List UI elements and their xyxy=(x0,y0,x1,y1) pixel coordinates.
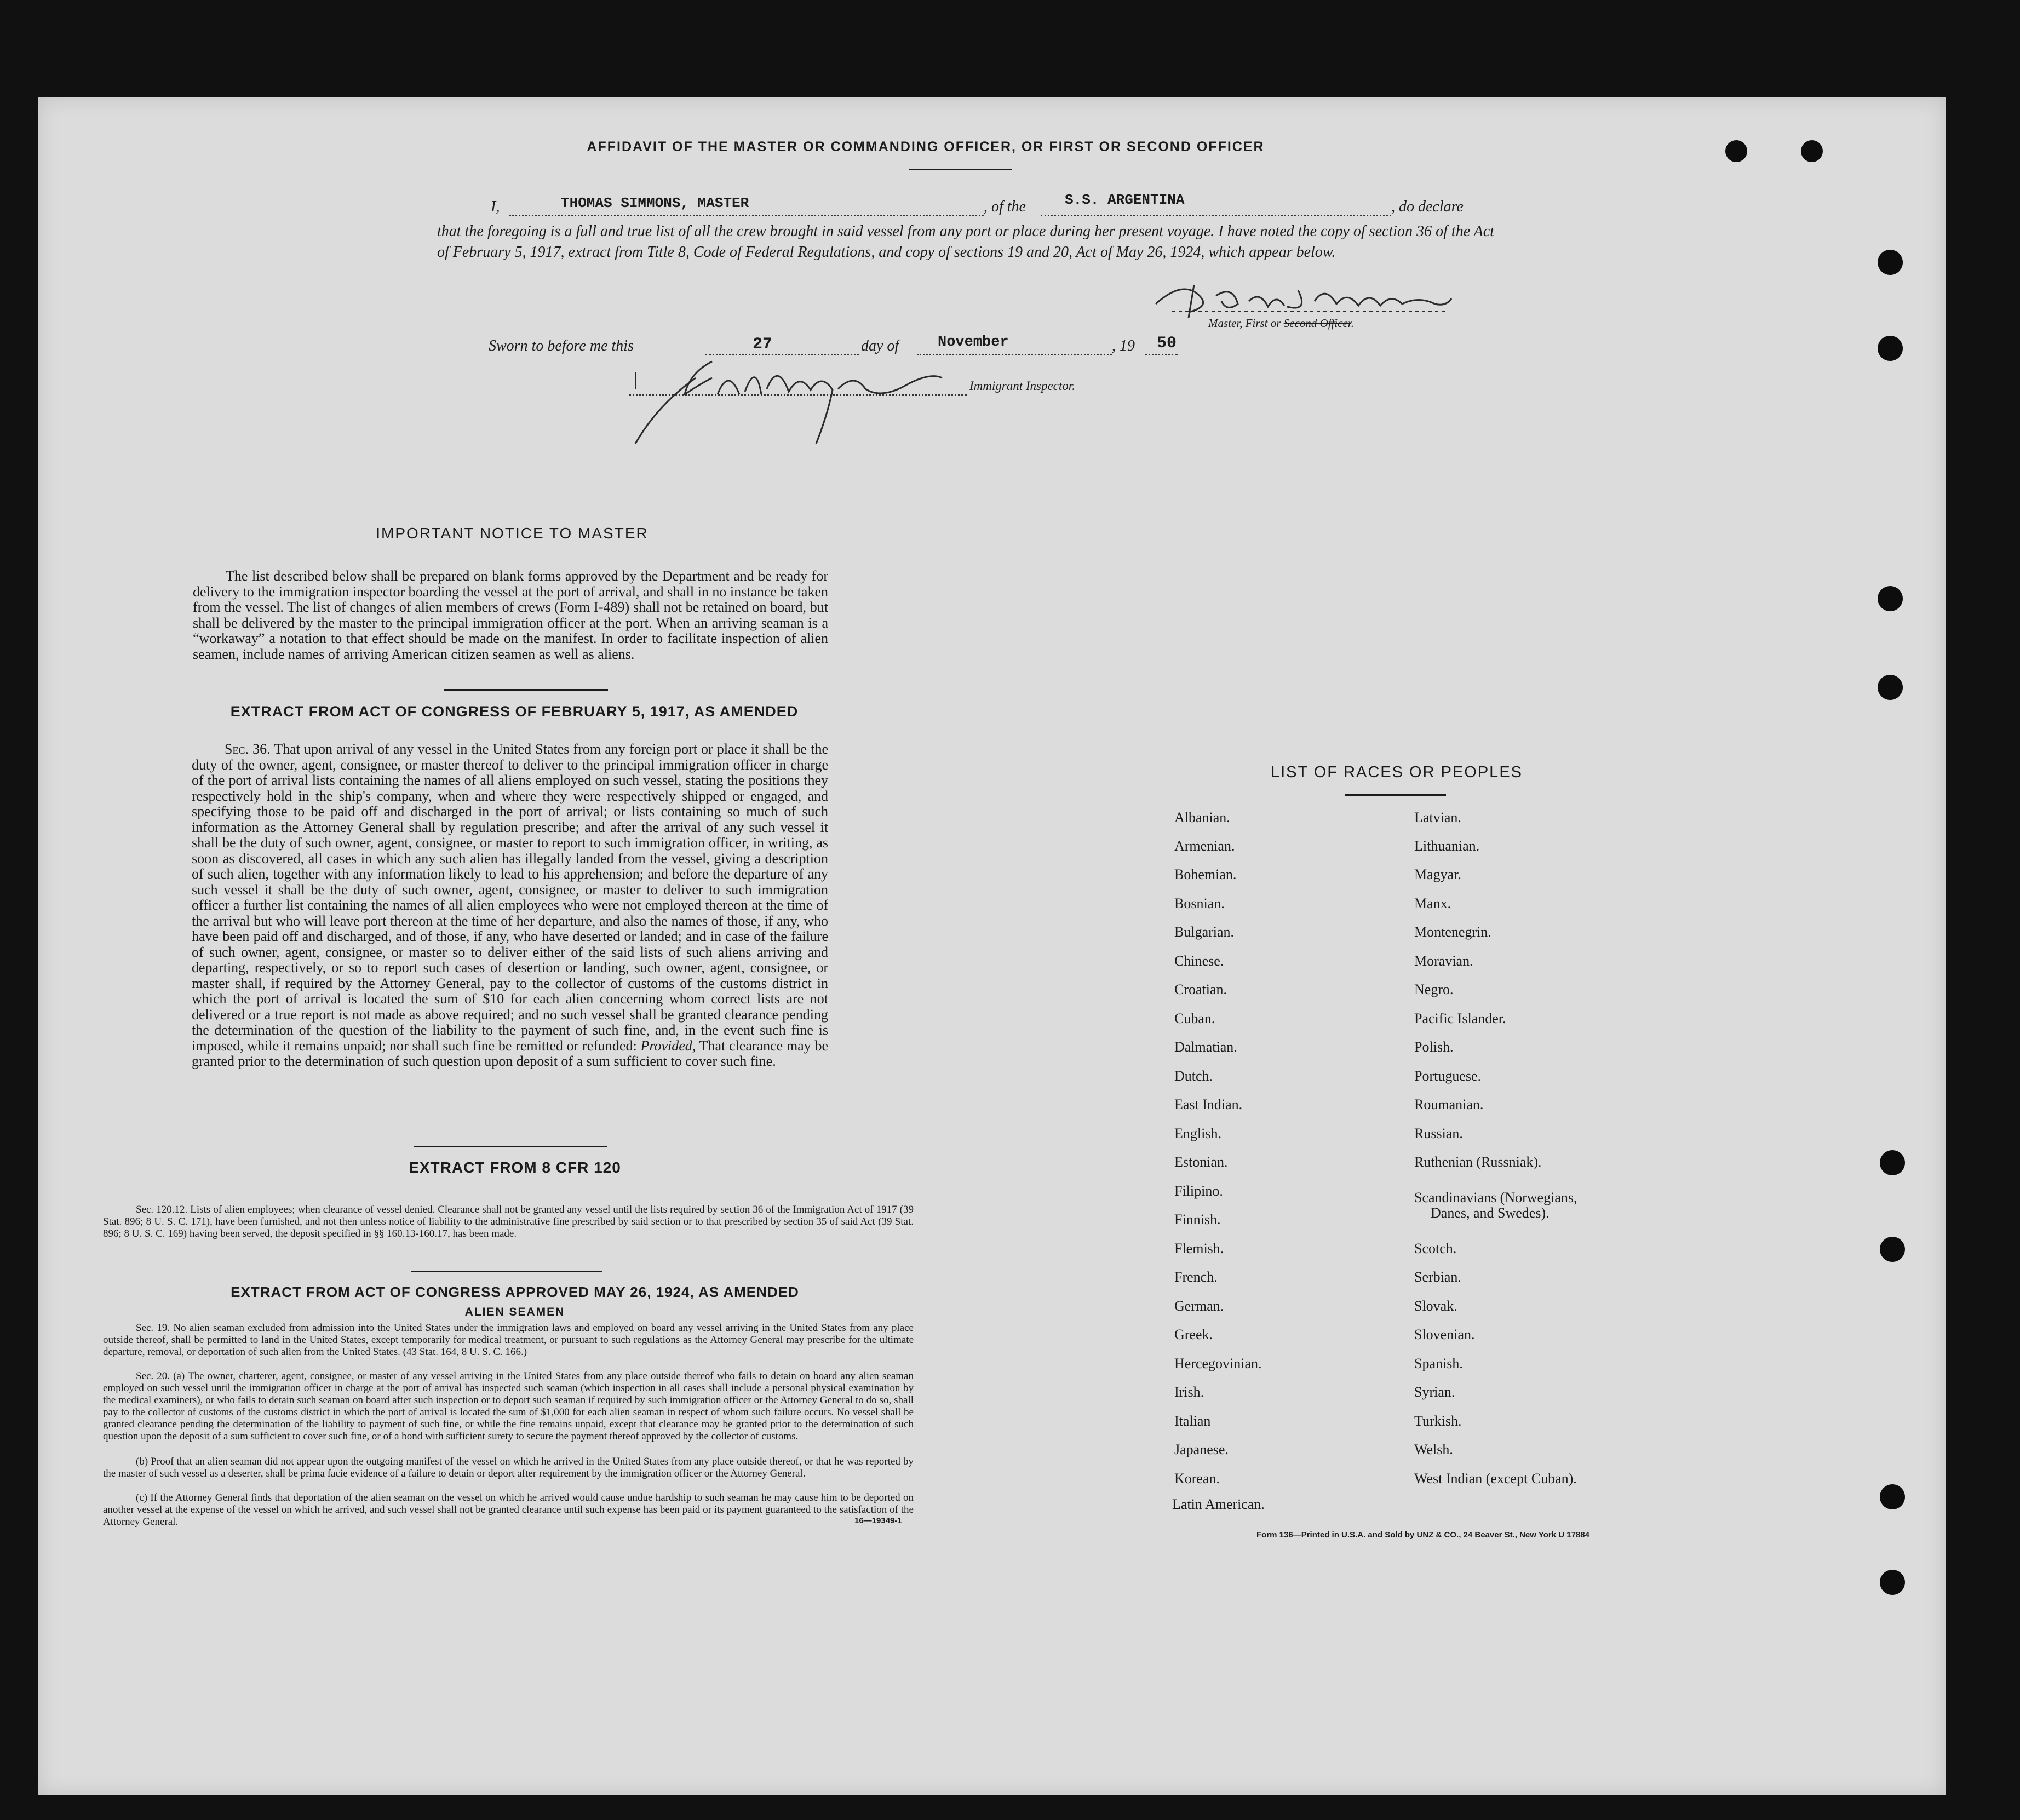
punch-hole-2 xyxy=(1878,336,1903,361)
act1917-rule xyxy=(414,1146,607,1147)
vessel-name: S.S. ARGENTINA xyxy=(1065,192,1185,208)
punch-hole-top-1 xyxy=(1725,140,1747,162)
race-manx: Manx. xyxy=(1414,895,1451,911)
master-label-part2: Second Officer xyxy=(1283,317,1351,330)
day-of-label: day of xyxy=(861,337,899,354)
race-bulgarian: Bulgarian. xyxy=(1174,924,1235,940)
sworn-month: November xyxy=(938,334,1009,351)
sworn-day: 27 xyxy=(753,335,773,354)
race-scandinavians-cont: Danes, and Swedes). xyxy=(1431,1205,1550,1221)
race-dutch: Dutch. xyxy=(1174,1068,1213,1084)
act1924-sec20c: (c) If the Attorney General finds that deportation of the alien seaman on the vessel on which he arrived would cause undue hardship to such seaman he may cause him to be deported on another vessel at the expense of the vessel on which he arrived, and such vessel shall not be granted clearance until such expense has been paid or its payment guaranteed to the satisfaction of the Attorney General. xyxy=(103,1492,914,1528)
act1924-sec20a: Sec. 20. (a) The owner, charterer, agent, consignee, or master of any vessel arriving in the United States from any place outside thereof who fails to detain on board any alien seaman employed on such vessel until the immigration officer in charge at the port of arrival has inspected such seaman (which inspection in all cases shall include a personal physical examination by the medical examiners), or who fails to detain such seaman on board after such inspection or to deport such seaman if required by such immigration officer or the Attorney General to do so, shall pay to the collector of customs of the customs district in which the port of arrival is located the sum of $1,000 for each alien seaman in respect of whom such failure occurs. No vessel shall be granted clearance pending the determination of the liability to payment of such fine, or while the fine remains unpaid, except that clearance may be granted prior to the determination of such question upon the deposit of a sum sufficient to cover such fine, or of a bond with sufficient surety to secure the payment thereof approved by the collector of customs. xyxy=(103,1370,914,1442)
notice-rule xyxy=(444,689,608,691)
inspector-label: Immigrant Inspector. xyxy=(969,379,1075,393)
race-ruthenian: Ruthenian (Russniak). xyxy=(1414,1154,1542,1170)
race-estonian: Estonian. xyxy=(1174,1154,1228,1170)
race-east-indian: East Indian. xyxy=(1174,1096,1243,1112)
act1917-body-part1: That upon arrival of any vessel in the United States from any foreign port or place it shall be the duty of the owner, agent, consignee, or master thereof to deliver to the principal immigration officer in charge of the port of arrival lists containing the names of all aliens employed on such vessel, stating the positions they respectively hold in the ship's company, when and where they were respectively shipped or engaged, and specifying those to be paid off and discharged in the port of arrival; or lists containing so much of such information as the Attorney General shall by regulation prescribe; and after the arrival of any such vessel it shall be the duty of such owner, agent, consignee, or master to report to such immigration officer, in writing, as soon as discovered, all cases in which any such alien has illegally landed from the vessel, giving a description of such alien, together with any information likely to lead to his apprehension; and before the departure of any such vessel it shall be the duty of such owner, agent, consignee, or master to deliver to such immigration officer a further list containing the names of all alien employees who were not employed thereon at the time of the arrival but who will leave port thereon at the time of her departure, and also the names of those, if any, who have been paid off and discharged, and of those, if any, who have deserted or landed; and in case of the failure of such owner, agent, consignee, or master so to deliver either of the said lists of such aliens arriving and departing, respectively, or so to report such cases of desertion or landing, such owner, agent, consignee, or master shall, if required by the Attorney General, pay to the collector of customs of the customs district in which the port of arrival is located the sum of $10 for each alien concerning whom correct lists are not delivered or a true report is not made as above required; and no such vessel shall be granted clearance pending the determination of the question of the liability to the payment of such fine, and, in the event such fine is imposed, while it remains unpaid; nor shall such fine be remitted or refunded: xyxy=(192,741,829,1054)
race-magyar: Magyar. xyxy=(1414,866,1461,882)
year-prefix: , 19 xyxy=(1112,337,1135,354)
race-pacific-islander: Pacific Islander. xyxy=(1414,1011,1506,1026)
race-latvian: Latvian. xyxy=(1414,809,1461,825)
race-scandinavians: Scandinavians (Norwegians, xyxy=(1414,1190,1577,1205)
do-declare-label: , do declare xyxy=(1391,198,1464,215)
punch-hole-1 xyxy=(1878,250,1903,275)
act1917-provided: Provided, xyxy=(640,1037,696,1054)
vessel-line xyxy=(1041,215,1391,216)
act1924-code: 16—19349-1 xyxy=(854,1516,902,1525)
race-cuban: Cuban. xyxy=(1174,1011,1215,1026)
race-roumanian: Roumanian. xyxy=(1414,1096,1484,1112)
race-russian: Russian. xyxy=(1414,1126,1463,1141)
race-chinese: Chinese. xyxy=(1174,953,1224,969)
year-line xyxy=(1145,354,1178,355)
race-slovak: Slovak. xyxy=(1414,1298,1457,1314)
race-moravian: Moravian. xyxy=(1414,953,1473,969)
race-italian: Italian xyxy=(1174,1413,1211,1429)
race-turkish: Turkish. xyxy=(1414,1413,1462,1429)
race-german: German. xyxy=(1174,1298,1224,1314)
act1917-section-label: Sec. 36. xyxy=(225,741,271,757)
act1917-body xyxy=(192,742,828,1070)
cfr-rule xyxy=(411,1271,602,1272)
punch-hole-6 xyxy=(1880,1237,1905,1262)
race-dalmatian: Dalmatian. xyxy=(1174,1039,1237,1055)
race-portuguese: Portuguese. xyxy=(1414,1068,1482,1084)
race-montenegrin: Montenegrin. xyxy=(1414,924,1491,940)
race-flemish: Flemish. xyxy=(1174,1241,1224,1256)
race-welsh: Welsh. xyxy=(1414,1442,1453,1457)
punch-hole-4 xyxy=(1878,675,1903,700)
punch-hole-7 xyxy=(1880,1484,1905,1509)
act1924-sec19: Sec. 19. No alien seaman excluded from admission into the United States under the immigration laws and employed on board any vessel arriving in the United States from any place outside thereof, shall be permitted to land in the United States, except temporarily for medical treatment, or pursuant to such regulations as the Attorney General may prescribe for the ultimate departure, removal, or deportation of such alien from the United States. (43 Stat. 164, 8 U. S. C. 166.) xyxy=(103,1322,914,1358)
notice-body: The list described below shall be prepared on blank forms approved by the Department and be ready for delivery to the immigration inspector boarding the vessel at the port of arrival, and shall in no instance be taken from the vessel. The list of changes of alien members of crews (Form I-489) shall not be retained on board, but shall be delivered by the master to the principal immigration officer at the port. When an arriving seaman is a “workaway” a notation to that effect should be made on the manifest. In order to facilitate inspection of alien seamen, include names of arriving American citizen seamen as well as aliens. xyxy=(193,568,828,662)
name-line xyxy=(509,215,984,216)
affidavit-title-rule xyxy=(909,169,1012,170)
race-spanish: Spanish. xyxy=(1414,1356,1463,1371)
master-label-part1: Master, First or xyxy=(1208,317,1284,330)
race-bosnian: Bosnian. xyxy=(1174,895,1225,911)
race-croatian: Croatian. xyxy=(1174,981,1227,997)
cfr-body: Sec. 120.12. Lists of alien employees; when clearance of vessel denied. Clearance shall not be granted any vessel until the lists required by section 36 of the Immigration Act of 1917 (39 Stat. 896; 8 U. S. C. 171), have been furnished, and not then unless notice of liability to the administrative fine prescribed by said section or to that prescribed by section 35 of said Act (39 Stat. 896; 8 U. S. C. 169) having been served, the deposit specified in §§ 160.13-160.17, has been made. xyxy=(103,1204,914,1239)
act1924-title: EXTRACT FROM ACT OF CONGRESS APPROVED MAY 26, 1924, AS AMENDED xyxy=(231,1284,799,1300)
race-west-indian: West Indian (except Cuban). xyxy=(1414,1471,1577,1486)
race-hercegovinian: Hercegovinian. xyxy=(1174,1356,1262,1371)
race-negro: Negro. xyxy=(1414,981,1454,997)
sworn-label: Sworn to before me this xyxy=(489,337,634,354)
punch-hole-5 xyxy=(1880,1150,1905,1175)
cfr-title: EXTRACT FROM 8 CFR 120 xyxy=(409,1159,621,1176)
race-filipino: Filipino. xyxy=(1174,1183,1223,1199)
master-signature xyxy=(1150,274,1457,323)
master-label xyxy=(1208,317,1354,330)
of-the-label: , of the xyxy=(984,198,1026,215)
race-scotch: Scotch. xyxy=(1414,1241,1457,1256)
affidavit-title: AFFIDAVIT OF THE MASTER OR COMMANDING OFFICER, OR FIRST OR SECOND OFFICER xyxy=(587,139,1265,154)
race-finnish: Finnish. xyxy=(1174,1212,1221,1227)
race-latin-american: Latin American. xyxy=(1172,1496,1265,1512)
act1924-sec20b: (b) Proof that an alien seaman did not appear upon the outgoing manifest of the vessel on which he arrived in the United States from any place outside thereof, or that he was reported by the master of such vessel as a deserter, shall be prima facie evidence of a failure to detain or deport after requirement by the immigration officer or the Attorney General. xyxy=(103,1456,914,1479)
race-lithuanian: Lithuanian. xyxy=(1414,838,1480,854)
punch-hole-3 xyxy=(1878,586,1903,611)
punch-hole-top-2 xyxy=(1801,140,1823,162)
race-armenian: Armenian. xyxy=(1174,838,1235,854)
race-serbian: Serbian. xyxy=(1414,1269,1461,1285)
race-slovenian: Slovenian. xyxy=(1414,1327,1475,1342)
act1924-subtitle: ALIEN SEAMEN xyxy=(464,1306,565,1318)
punch-hole-8 xyxy=(1880,1570,1905,1595)
race-albanian: Albanian. xyxy=(1174,809,1230,825)
races-title: LIST OF RACES OR PEOPLES xyxy=(1270,763,1523,781)
race-polish: Polish. xyxy=(1414,1039,1454,1055)
notice-title: IMPORTANT NOTICE TO MASTER xyxy=(376,525,649,542)
race-bohemian: Bohemian. xyxy=(1174,866,1237,882)
race-greek: Greek. xyxy=(1174,1327,1213,1342)
race-english: English. xyxy=(1174,1126,1221,1141)
race-japanese: Japanese. xyxy=(1174,1442,1229,1457)
act1917-body-part2: That clearance may be granted prior to the determination of such question upon deposit of a sum sufficient to cover such fine. xyxy=(192,1037,829,1069)
race-korean: Korean. xyxy=(1174,1471,1220,1486)
act1917-title: EXTRACT FROM ACT OF CONGRESS OF FEBRUARY 5, 1917, AS AMENDED xyxy=(230,703,799,720)
affidavit-i: I, xyxy=(491,198,500,215)
race-french: French. xyxy=(1174,1269,1218,1285)
inspector-line xyxy=(629,394,967,396)
master-name: THOMAS SIMMONS, MASTER xyxy=(561,195,749,211)
races-rule xyxy=(1345,794,1446,796)
sworn-year: 50 xyxy=(1157,334,1177,353)
form-footer: Form 136—Printed in U.S.A. and Sold by UNZ & CO., 24 Beaver St., New York U 17884 xyxy=(1256,1530,1589,1540)
affidavit-declaration: that the foregoing is a full and true list of all the crew brought in said vessel from any port or place during her present voyage. I have noted the copy of section 36 of the Act of February 5, 1917, extract from Title 8, Code of Federal Regulations, and copy of sections 19 and 20, Act of May 26, 1924, which appear below. xyxy=(437,223,1494,261)
master-label-part3: . xyxy=(1351,317,1354,330)
race-syrian: Syrian. xyxy=(1414,1384,1455,1400)
race-irish: Irish. xyxy=(1174,1384,1204,1400)
